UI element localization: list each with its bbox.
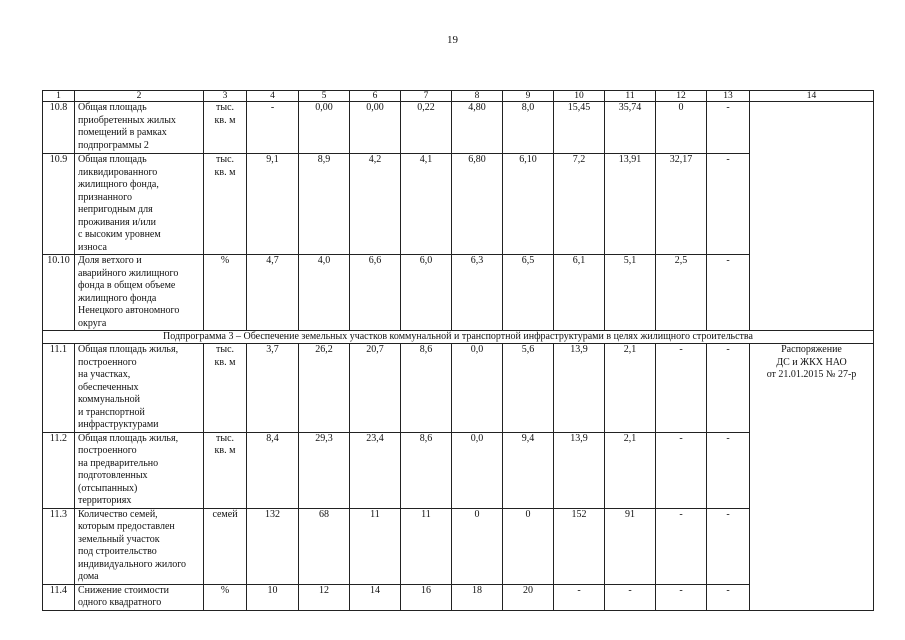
value-text: 4,2: [368, 154, 382, 165]
column-header: 2: [75, 91, 204, 102]
value-cell: [452, 584, 503, 610]
section-row: [43, 331, 874, 344]
value-text: 152: [571, 508, 587, 520]
value-text: 4,1: [419, 154, 433, 165]
value-cell: [503, 344, 554, 433]
value-cell: [554, 154, 605, 255]
value-text: 26,2: [315, 344, 333, 355]
indicator-name: [75, 255, 204, 331]
value-cell: [503, 432, 554, 508]
value-cell: [605, 584, 656, 610]
value-text: -: [726, 344, 730, 355]
value-text: 68: [319, 508, 329, 520]
column-header: 14: [750, 91, 874, 102]
value-cell: [656, 584, 707, 610]
column-header: 5: [299, 91, 350, 102]
value-cell: [299, 508, 350, 584]
value-cell: [503, 584, 554, 610]
value-text: 16: [421, 584, 431, 596]
value-cell: [554, 584, 605, 610]
indicator-name: [75, 344, 204, 433]
value-cell: [707, 344, 750, 433]
value-text: -: [726, 102, 730, 113]
value-cell: [452, 432, 503, 508]
value-text: -: [679, 584, 683, 596]
value-cell: [503, 102, 554, 154]
value-text: 4,7: [266, 255, 279, 266]
value-text: -: [679, 344, 683, 355]
value-cell: [605, 432, 656, 508]
indicator-name-text: Доля ветхого и аварийного жилищного фонда в общем объеме жилищного фонда Ненецкого автономного округа: [78, 255, 180, 329]
value-cell: [247, 154, 299, 255]
value-cell: [554, 344, 605, 433]
value-cell: [401, 584, 452, 610]
value-text: -: [628, 584, 632, 596]
value-text: 2,1: [623, 432, 637, 444]
table-row: [43, 255, 874, 331]
column-header: 13: [707, 91, 750, 102]
unit-cell: [204, 102, 247, 154]
value-text: 8,6: [419, 344, 433, 355]
value-text: 8,0: [521, 102, 535, 113]
note-text: Распоряжение ДС и ЖКХ НАО от 21.01.2015 № 27-р: [766, 344, 857, 380]
value-cell: [656, 432, 707, 508]
value-text: -: [726, 255, 730, 266]
value-cell: [350, 255, 401, 331]
value-text: 32,17: [669, 154, 693, 165]
table-row: [43, 508, 874, 584]
indicator-name-text: Общая площадь приобретенных жилых помещений в рамках подпрограммы 2: [78, 102, 176, 151]
value-text: 132: [265, 508, 280, 520]
value-text: 35,74: [618, 102, 642, 113]
section-title: Подпрограмма 3 – Обеспечение земельных участков коммунальной и транспортной инфраструктурами в целях жилищного строительства: [43, 331, 874, 344]
indicator-name: [75, 102, 204, 154]
value-cell: [401, 508, 452, 584]
value-text: 4,0: [317, 255, 331, 266]
row-number-text: 10.8: [49, 102, 68, 113]
value-text: 0,0: [470, 344, 484, 355]
value-text: 0: [474, 508, 480, 520]
value-cell: [656, 255, 707, 331]
row-number: [43, 432, 75, 508]
value-text: 6,1: [572, 255, 586, 266]
value-text: 20,7: [366, 344, 384, 355]
value-cell: [554, 432, 605, 508]
value-text: -: [726, 154, 730, 165]
value-text: 20: [523, 584, 533, 596]
value-text: 9,1: [266, 154, 279, 165]
unit-cell: [204, 255, 247, 331]
value-cell: [707, 584, 750, 610]
value-cell: [707, 432, 750, 508]
table-row: [43, 154, 874, 255]
value-cell: [503, 508, 554, 584]
value-cell: [656, 344, 707, 433]
value-cell: [605, 344, 656, 433]
table-row: [43, 102, 874, 154]
unit-cell: [204, 584, 247, 610]
value-text: 0,00: [366, 102, 384, 113]
column-header: 1: [43, 91, 75, 102]
value-text: 6,10: [519, 154, 537, 165]
column-header: 10: [554, 91, 605, 102]
unit-text: %: [220, 255, 230, 266]
indicator-name: [75, 432, 204, 508]
value-text: 7,2: [572, 154, 586, 165]
unit-text: %: [220, 584, 230, 596]
value-text: 6,3: [470, 255, 484, 266]
indicator-name-text: Количество семей, которым предоставлен земельный участок под строительство индивидуального жилого дома: [78, 508, 187, 582]
table-row: [43, 584, 874, 610]
value-cell: [605, 508, 656, 584]
value-text: 0,22: [417, 102, 435, 113]
column-header: 8: [452, 91, 503, 102]
row-number-text: 11.2: [49, 432, 68, 444]
unit-text: тыс. кв. м: [214, 102, 236, 126]
value-cell: [503, 154, 554, 255]
value-cell: [656, 154, 707, 255]
indicator-name-text: Общая площадь жилья, построенного на предварительно подготовленных (отсыпанных) территориях: [78, 432, 179, 506]
row-number-text: 11.1: [49, 344, 68, 355]
value-text: 13,9: [570, 344, 588, 355]
unit-text: тыс. кв. м: [214, 344, 236, 368]
value-cell: [554, 102, 605, 154]
value-cell: [707, 154, 750, 255]
indicator-name: [75, 508, 204, 584]
indicator-name: [75, 154, 204, 255]
row-number: [43, 102, 75, 154]
value-text: 8,6: [419, 432, 433, 444]
value-cell: [247, 432, 299, 508]
value-text: 4,80: [468, 102, 486, 113]
value-cell: [605, 154, 656, 255]
column-header: 11: [605, 91, 656, 102]
unit-cell: [204, 508, 247, 584]
value-cell: [452, 344, 503, 433]
value-cell: [350, 508, 401, 584]
column-header: 4: [247, 91, 299, 102]
value-text: 5,1: [623, 255, 637, 266]
value-cell: [350, 154, 401, 255]
value-cell: [401, 154, 452, 255]
page-number: 19: [447, 34, 458, 46]
value-text: 11: [421, 508, 431, 520]
value-cell: [605, 102, 656, 154]
value-cell: [247, 102, 299, 154]
value-text: 0: [525, 508, 531, 520]
header-row: [43, 91, 874, 102]
value-text: 9,4: [521, 432, 535, 444]
value-cell: [401, 255, 452, 331]
row-number: [43, 255, 75, 331]
indicators-table: [42, 90, 874, 611]
indicator-name-text: Общая площадь ликвидированного жилищного фонда, признанного непригодным для проживания и/или с высоким уровнем износа: [78, 154, 161, 253]
value-text: 5,6: [521, 344, 535, 355]
column-header: 7: [401, 91, 452, 102]
value-text: 2,1: [623, 344, 637, 355]
value-text: 18: [472, 584, 482, 596]
value-cell: [247, 584, 299, 610]
value-cell: [350, 102, 401, 154]
column-header: 9: [503, 91, 554, 102]
value-cell: [401, 102, 452, 154]
value-text: 13,9: [570, 432, 588, 444]
value-cell: [452, 255, 503, 331]
value-text: 0,00: [315, 102, 333, 113]
value-text: -: [679, 508, 683, 520]
value-cell: [247, 255, 299, 331]
row-number: [43, 154, 75, 255]
value-cell: [401, 432, 452, 508]
value-cell: [656, 508, 707, 584]
value-cell: [299, 154, 350, 255]
value-text: -: [270, 102, 275, 113]
value-cell: [707, 255, 750, 331]
value-cell: [707, 508, 750, 584]
value-text: 91: [625, 508, 635, 520]
note-cell-empty: [750, 102, 874, 331]
indicator-name-text: Снижение стоимости одного квадратного: [78, 584, 169, 608]
row-number-text: 10.10: [47, 255, 70, 266]
value-text: 6,6: [368, 255, 382, 266]
value-cell: [247, 508, 299, 584]
indicator-name-text: Общая площадь жилья, построенного на участках, обеспеченных коммунальной и транспортной инфраструктурами: [78, 344, 179, 430]
value-text: 14: [370, 584, 380, 596]
note-cell: [750, 344, 874, 611]
value-text: 0,0: [470, 432, 484, 444]
unit-cell: [204, 344, 247, 433]
value-text: 3,7: [266, 344, 279, 355]
value-text: 13,91: [618, 154, 642, 165]
value-cell: [401, 344, 452, 433]
value-cell: [299, 584, 350, 610]
value-text: 29,3: [315, 432, 333, 444]
value-text: 11: [370, 508, 380, 520]
column-header: 6: [350, 91, 401, 102]
unit-cell: [204, 154, 247, 255]
value-cell: [707, 102, 750, 154]
value-cell: [503, 255, 554, 331]
value-text: 10: [267, 584, 278, 596]
column-header: 3: [204, 91, 247, 102]
table-row: [43, 344, 874, 433]
row-number-text: 11.4: [49, 584, 68, 596]
value-text: 12: [319, 584, 329, 596]
value-cell: [299, 432, 350, 508]
row-number-text: 11.3: [49, 508, 68, 520]
unit-cell: [204, 432, 247, 508]
row-number: [43, 508, 75, 584]
unit-text: тыс. кв. м: [214, 154, 236, 178]
unit-text: семей: [212, 508, 238, 520]
value-cell: [554, 508, 605, 584]
value-text: -: [679, 432, 683, 444]
value-text: 6,0: [419, 255, 433, 266]
value-cell: [452, 508, 503, 584]
value-cell: [554, 255, 605, 331]
value-text: 15,45: [567, 102, 591, 113]
indicator-name: [75, 584, 204, 610]
value-cell: [247, 344, 299, 433]
value-text: -: [726, 584, 730, 596]
value-cell: [299, 344, 350, 433]
row-number: [43, 344, 75, 433]
value-cell: [605, 255, 656, 331]
value-text: 0: [678, 102, 684, 113]
value-text: 8,9: [317, 154, 331, 165]
row-number-text: 10.9: [49, 154, 68, 165]
value-text: -: [726, 508, 730, 520]
value-text: -: [726, 432, 730, 444]
value-text: 2,5: [674, 255, 688, 266]
table-row: [43, 432, 874, 508]
value-text: 6,80: [468, 154, 486, 165]
value-text: 23,4: [366, 432, 384, 444]
value-cell: [299, 255, 350, 331]
value-cell: [299, 102, 350, 154]
unit-text: тыс. кв. м: [214, 432, 236, 456]
value-cell: [452, 154, 503, 255]
row-number: [43, 584, 75, 610]
value-cell: [350, 344, 401, 433]
value-text: 8,4: [266, 432, 279, 444]
value-cell: [452, 102, 503, 154]
column-header: 12: [656, 91, 707, 102]
value-text: 6,5: [521, 255, 535, 266]
value-cell: [350, 584, 401, 610]
value-text: -: [577, 584, 581, 596]
value-cell: [656, 102, 707, 154]
value-cell: [350, 432, 401, 508]
